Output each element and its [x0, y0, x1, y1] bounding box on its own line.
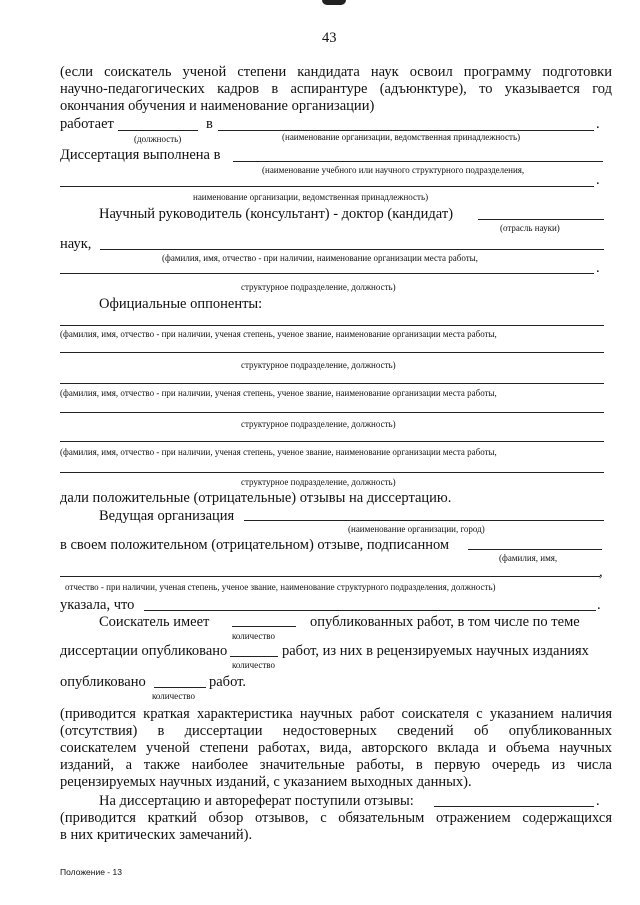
supervisor-label: Научный руководитель (консультант) - доктор (кандидат) — [99, 206, 454, 222]
works-label: работает — [60, 116, 114, 132]
dot-2: . — [596, 172, 600, 188]
intro-line-3: окончания обучения и наименование организации) — [60, 98, 375, 114]
indicated-label: указала, что — [60, 597, 135, 613]
opponent-1-name-field[interactable] — [60, 325, 604, 326]
comma: , — [599, 564, 603, 580]
signer-name-field[interactable] — [468, 549, 602, 550]
opponent-1-dept-field[interactable] — [60, 352, 604, 353]
gave-reviews-text: дали положительные (отрицательные) отзывы на диссертацию. — [60, 490, 452, 506]
hint-count-1: количество — [232, 631, 275, 641]
hint-person-short: (фамилия, имя, отчество - при наличии, наименование организации места работы, — [162, 253, 478, 263]
footer-label: Положение - 13 — [60, 867, 122, 877]
opponent-3-name-field[interactable] — [60, 441, 604, 442]
lead-org-field[interactable] — [244, 520, 604, 521]
organization-field[interactable] — [218, 130, 594, 131]
works-desc-line-2: (отсутствия) в диссертации недостоверных сведений об опубликованных — [60, 723, 612, 739]
hint-opponent-2: (фамилия, имя, отчество - при наличии, ученая степень, ученое звание, наименование организации места работы, — [60, 388, 497, 398]
dot-5: . — [596, 793, 600, 809]
hint-unit: (наименование учебного или научного структурного подразделения, — [262, 165, 525, 175]
hint-signer: отчество - при наличии, ученая степень, ученое звание, наименование структурного подразделения, должность) — [65, 582, 496, 592]
hint-position: (должность) — [134, 134, 182, 144]
opponent-2-name-field[interactable] — [60, 383, 604, 384]
hint-opponent-3: (фамилия, имя, отчество - при наличии, ученая степень, ученое звание, наименование организации места работы, — [60, 447, 497, 457]
works-desc-line-5: рецензируемых научных изданий, с указанием выходных данных). — [60, 774, 472, 790]
hint-opponent-3-dept: структурное подразделение, должность) — [241, 477, 396, 487]
works-desc-line-3: соискателем ученой степени работах, вида, авторского вклада и объема научных — [60, 740, 612, 756]
dot-4: . — [597, 597, 601, 613]
science-branch-field[interactable] — [478, 219, 604, 220]
dot: . — [596, 116, 600, 132]
intro-line-1: (если соискатель ученой степени кандидата наук освоил программу подготовки — [60, 64, 612, 80]
opponent-3-dept-field[interactable] — [60, 472, 604, 473]
hint-org-dept-2: наименование организации, ведомственная принадлежность) — [193, 192, 429, 202]
dissertation-org-field[interactable] — [60, 186, 594, 187]
opponent-2-dept-field[interactable] — [60, 412, 604, 413]
dissertation-done-label: Диссертация выполнена в — [60, 147, 221, 163]
indicated-field[interactable] — [144, 610, 596, 611]
binding-mark — [322, 0, 346, 5]
applicant-has-label: Соискатель имеет — [99, 614, 210, 630]
supervisor-dept-field[interactable] — [60, 273, 594, 274]
in-label: в — [206, 116, 213, 132]
diss-published-label: диссертации опубликовано — [60, 643, 228, 659]
hint-count-3: количество — [152, 691, 195, 701]
hint-opponent-2-dept: структурное подразделение, должность) — [241, 419, 396, 429]
position-field[interactable] — [118, 130, 198, 131]
reviews-desc-line-2: в них критических замечаний). — [60, 827, 253, 843]
hint-unit-pos: структурное подразделение, должность) — [241, 282, 396, 292]
dissertation-unit-field[interactable] — [233, 161, 603, 162]
works-desc-line-4: изданий, а также наиболее значительные работы, в первую очередь из числа — [60, 757, 612, 773]
opponents-label: Официальные оппоненты: — [99, 296, 263, 312]
sciences-label: наук, — [60, 236, 92, 252]
works-count-field[interactable] — [232, 626, 296, 627]
lead-org-label: Ведущая организация — [99, 508, 235, 524]
reviews-field[interactable] — [434, 806, 594, 807]
published-works-text: опубликованных работ, в том числе по теме — [310, 614, 580, 630]
reviews-desc-line-1: (приводится краткий обзор отзывов, с обязательным отражением содержащихся — [60, 810, 612, 826]
peer-works-count-field[interactable] — [154, 687, 206, 688]
published-label: опубликовано — [60, 674, 146, 690]
signer-details-field[interactable] — [60, 576, 600, 577]
in-its-review-text: в своем положительном (отрицательном) отзыве, подписанном — [60, 537, 450, 553]
supervisor-name-field[interactable] — [100, 249, 604, 250]
hint-org-dept: (наименование организации, ведомственная принадлежность) — [282, 132, 521, 142]
dot-3: . — [596, 260, 600, 276]
works-desc-line-1: (приводится краткая характеристика научных работ соискателя с указанием наличия — [60, 706, 612, 722]
hint-count-2: количество — [232, 660, 275, 670]
reviews-received-label: На диссертацию и автореферат поступили отзывы: — [99, 793, 414, 809]
hint-opponent-1-dept: структурное подразделение, должность) — [241, 360, 396, 370]
works-peer-text: работ, из них в рецензируемых научных изданиях — [282, 643, 589, 659]
hint-org-city: (наименование организации, город) — [348, 524, 485, 534]
page-number: 43 — [322, 30, 337, 46]
hint-branch: (отрасль науки) — [500, 223, 560, 233]
hint-opponent-1: (фамилия, имя, отчество - при наличии, ученая степень, ученое звание, наименование организации места работы, — [60, 329, 497, 339]
intro-line-2: научно-педагогических кадров в аспирантуре (адъюнктуре), то указывается год — [60, 81, 612, 97]
works-end-text: работ. — [209, 674, 246, 690]
hint-name: (фамилия, имя, — [499, 553, 558, 563]
diss-works-count-field[interactable] — [230, 656, 278, 657]
